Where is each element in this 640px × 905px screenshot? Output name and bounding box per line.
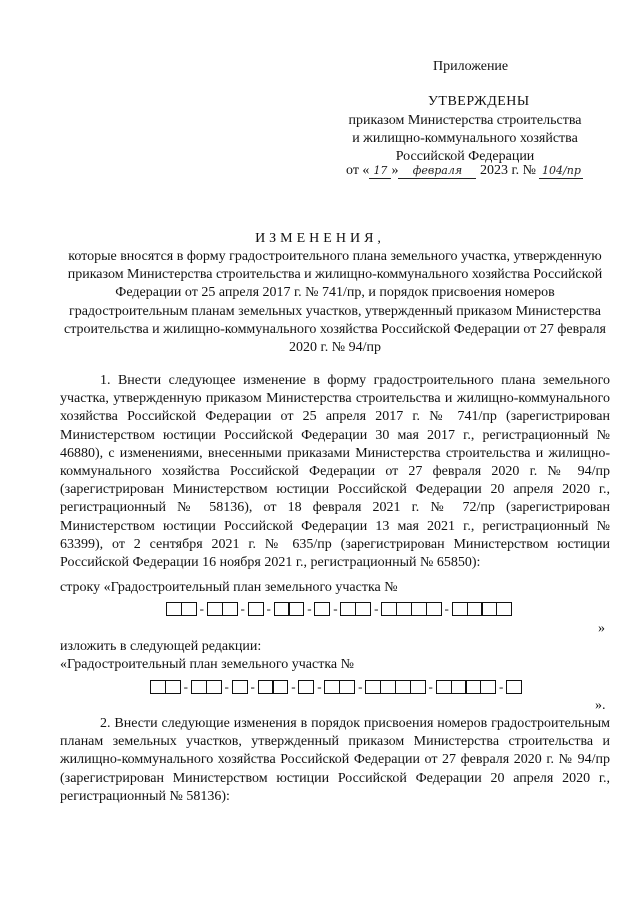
digit-box [232,680,248,694]
document-subtitle: которые вносятся в форму градостроительного плана земельного участка, утвержденную приказом Министерства строительства и жилищно-коммунального хозяйства Российской Федерации от 25 апреля 2017 г. № 741/пр, и порядок присвоения номеров градостроительным планам земельных участков, утвержденный приказом Министерства строительства и жилищно-коммунального хозяйства Российской Федерации от 27 февраля 2020 г. № 94/пр [64,249,606,356]
digit-box [248,602,264,616]
box-group [258,680,289,694]
separator-dash: - [498,679,504,694]
separator-dash: - [240,601,245,616]
separator-dash: - [199,601,204,616]
digit-box [314,602,330,616]
box-group [248,602,264,616]
digit-box [258,680,274,694]
box-group [207,602,238,616]
order-line: приказом Министерства строительства [348,113,582,128]
digit-box [222,602,238,616]
digit-box [467,602,483,616]
box-group [314,602,330,616]
box-group [232,680,248,694]
item-2-paragraph [60,715,610,806]
order-line: и жилищно-коммунального хозяйства [352,131,578,146]
digit-box [452,602,468,616]
order-line: Российской Федерации [395,149,535,164]
digit-box [298,680,314,694]
digit-box [465,680,481,694]
digit-box [506,680,522,694]
digit-box [166,602,182,616]
item-2-text: 2. Внести следующие изменения в порядок присвоения номеров градостроительным планам земельных участков, утвержденный приказом Министерства строительства и жилищно-коммунального хозяйства Российской Федерации от 27 февраля 2020 г. № 94/пр (зарегистрирован Министерством юстиции Российской Федерации 20 апреля 2020 г., регистрационный № 58136): [60,716,610,804]
digit-box [339,680,355,694]
box-group [298,680,314,694]
digit-box [436,680,452,694]
appendix-label: Приложение [433,59,509,74]
digit-box [272,680,288,694]
digit-box [426,602,442,616]
digit-box [496,602,512,616]
separator-dash: - [307,601,312,616]
digit-box [206,680,222,694]
box-group [436,680,496,694]
item-1-text: 1. Внести следующее изменение в форму градостроительного плана земельного участка, утвержденную приказом Министерства строительства и жилищно-коммунального хозяйства Российской Федерации от 25 апреля 2017 г. № 741/пр (зарегистрирован Министерством юстиции Российской Федерации 30 мая 2017 г., регистрационный № 46880), с изменениями, внесенными приказами Министерства строительства и жилищно-коммунального хозяйства Российской Федерации от 27 февраля 2020 г. № 94/пр (зарегистрирован Министерством юстиции Российской Федерации 20 апреля 2020 г., регистрационный № 58136), от 18 февраля 2021 г. № 72/пр (зарегистрирован Министерством юстиции Российской Федерации 13 мая 2021 г., регистрационный № 63399), от 2 сентября 2021 г. № 635/пр (зарегистрирован Министерством юстиции Российской Федерации 16 ноября 2021 г., регистрационный № 65850): [60,373,610,571]
date-prefix: от « [346,163,370,178]
digit-box [451,680,467,694]
box-group [324,680,355,694]
separator-dash: - [317,679,322,694]
digit-box [411,602,427,616]
box-group [452,602,512,616]
separator-dash: - [374,601,379,616]
old-number-boxes [166,600,512,618]
separator-dash: - [428,679,433,694]
approved-label: УТВЕРЖДЕНЫ [428,94,530,109]
digit-box [150,680,166,694]
digit-box [381,602,397,616]
separator-dash: - [266,601,271,616]
item-1-paragraph [60,372,610,572]
digit-box [165,680,181,694]
box-group [274,602,305,616]
separator-dash: - [291,679,296,694]
digit-box [288,602,304,616]
digit-box [480,680,496,694]
digit-box [191,680,207,694]
box-group [191,680,222,694]
digit-box [324,680,340,694]
digit-box [395,680,411,694]
separator-dash: - [444,601,449,616]
box-group [381,602,441,616]
approving-order-block [330,112,600,166]
separator-dash: - [250,679,255,694]
date-quote-close: » [391,163,399,178]
digit-box [274,602,290,616]
new-line-close-quote: ». [595,698,606,713]
document-title: ИЗМЕНЕНИЯ, [255,231,385,246]
box-group [166,602,197,616]
order-date-line [346,162,583,180]
box-group [150,680,181,694]
separator-dash: - [224,679,229,694]
redaction-label: изложить в следующей редакции: [60,639,262,654]
digit-box [396,602,412,616]
box-group [340,602,371,616]
digit-box [340,602,356,616]
new-number-boxes [150,678,522,696]
box-group [365,680,425,694]
digit-box [355,602,371,616]
digit-box [410,680,426,694]
old-line-label: строку «Градостроительный план земельного участка № [60,580,398,595]
digit-box [181,602,197,616]
digit-box [481,602,497,616]
date-year: 2023 г. № [479,163,536,178]
digit-box [365,680,381,694]
date-day-handwritten: 17 [369,164,391,179]
box-group [506,680,522,694]
separator-dash: - [183,679,188,694]
digit-box [207,602,223,616]
order-number-handwritten: 104/пр [539,164,583,179]
date-month-handwritten: февраля [398,164,476,179]
separator-dash: - [333,601,338,616]
old-line-close-quote: » [598,621,605,636]
separator-dash: - [358,679,363,694]
digit-box [380,680,396,694]
new-line-label: «Градостроительный план земельного участка № [60,657,354,672]
